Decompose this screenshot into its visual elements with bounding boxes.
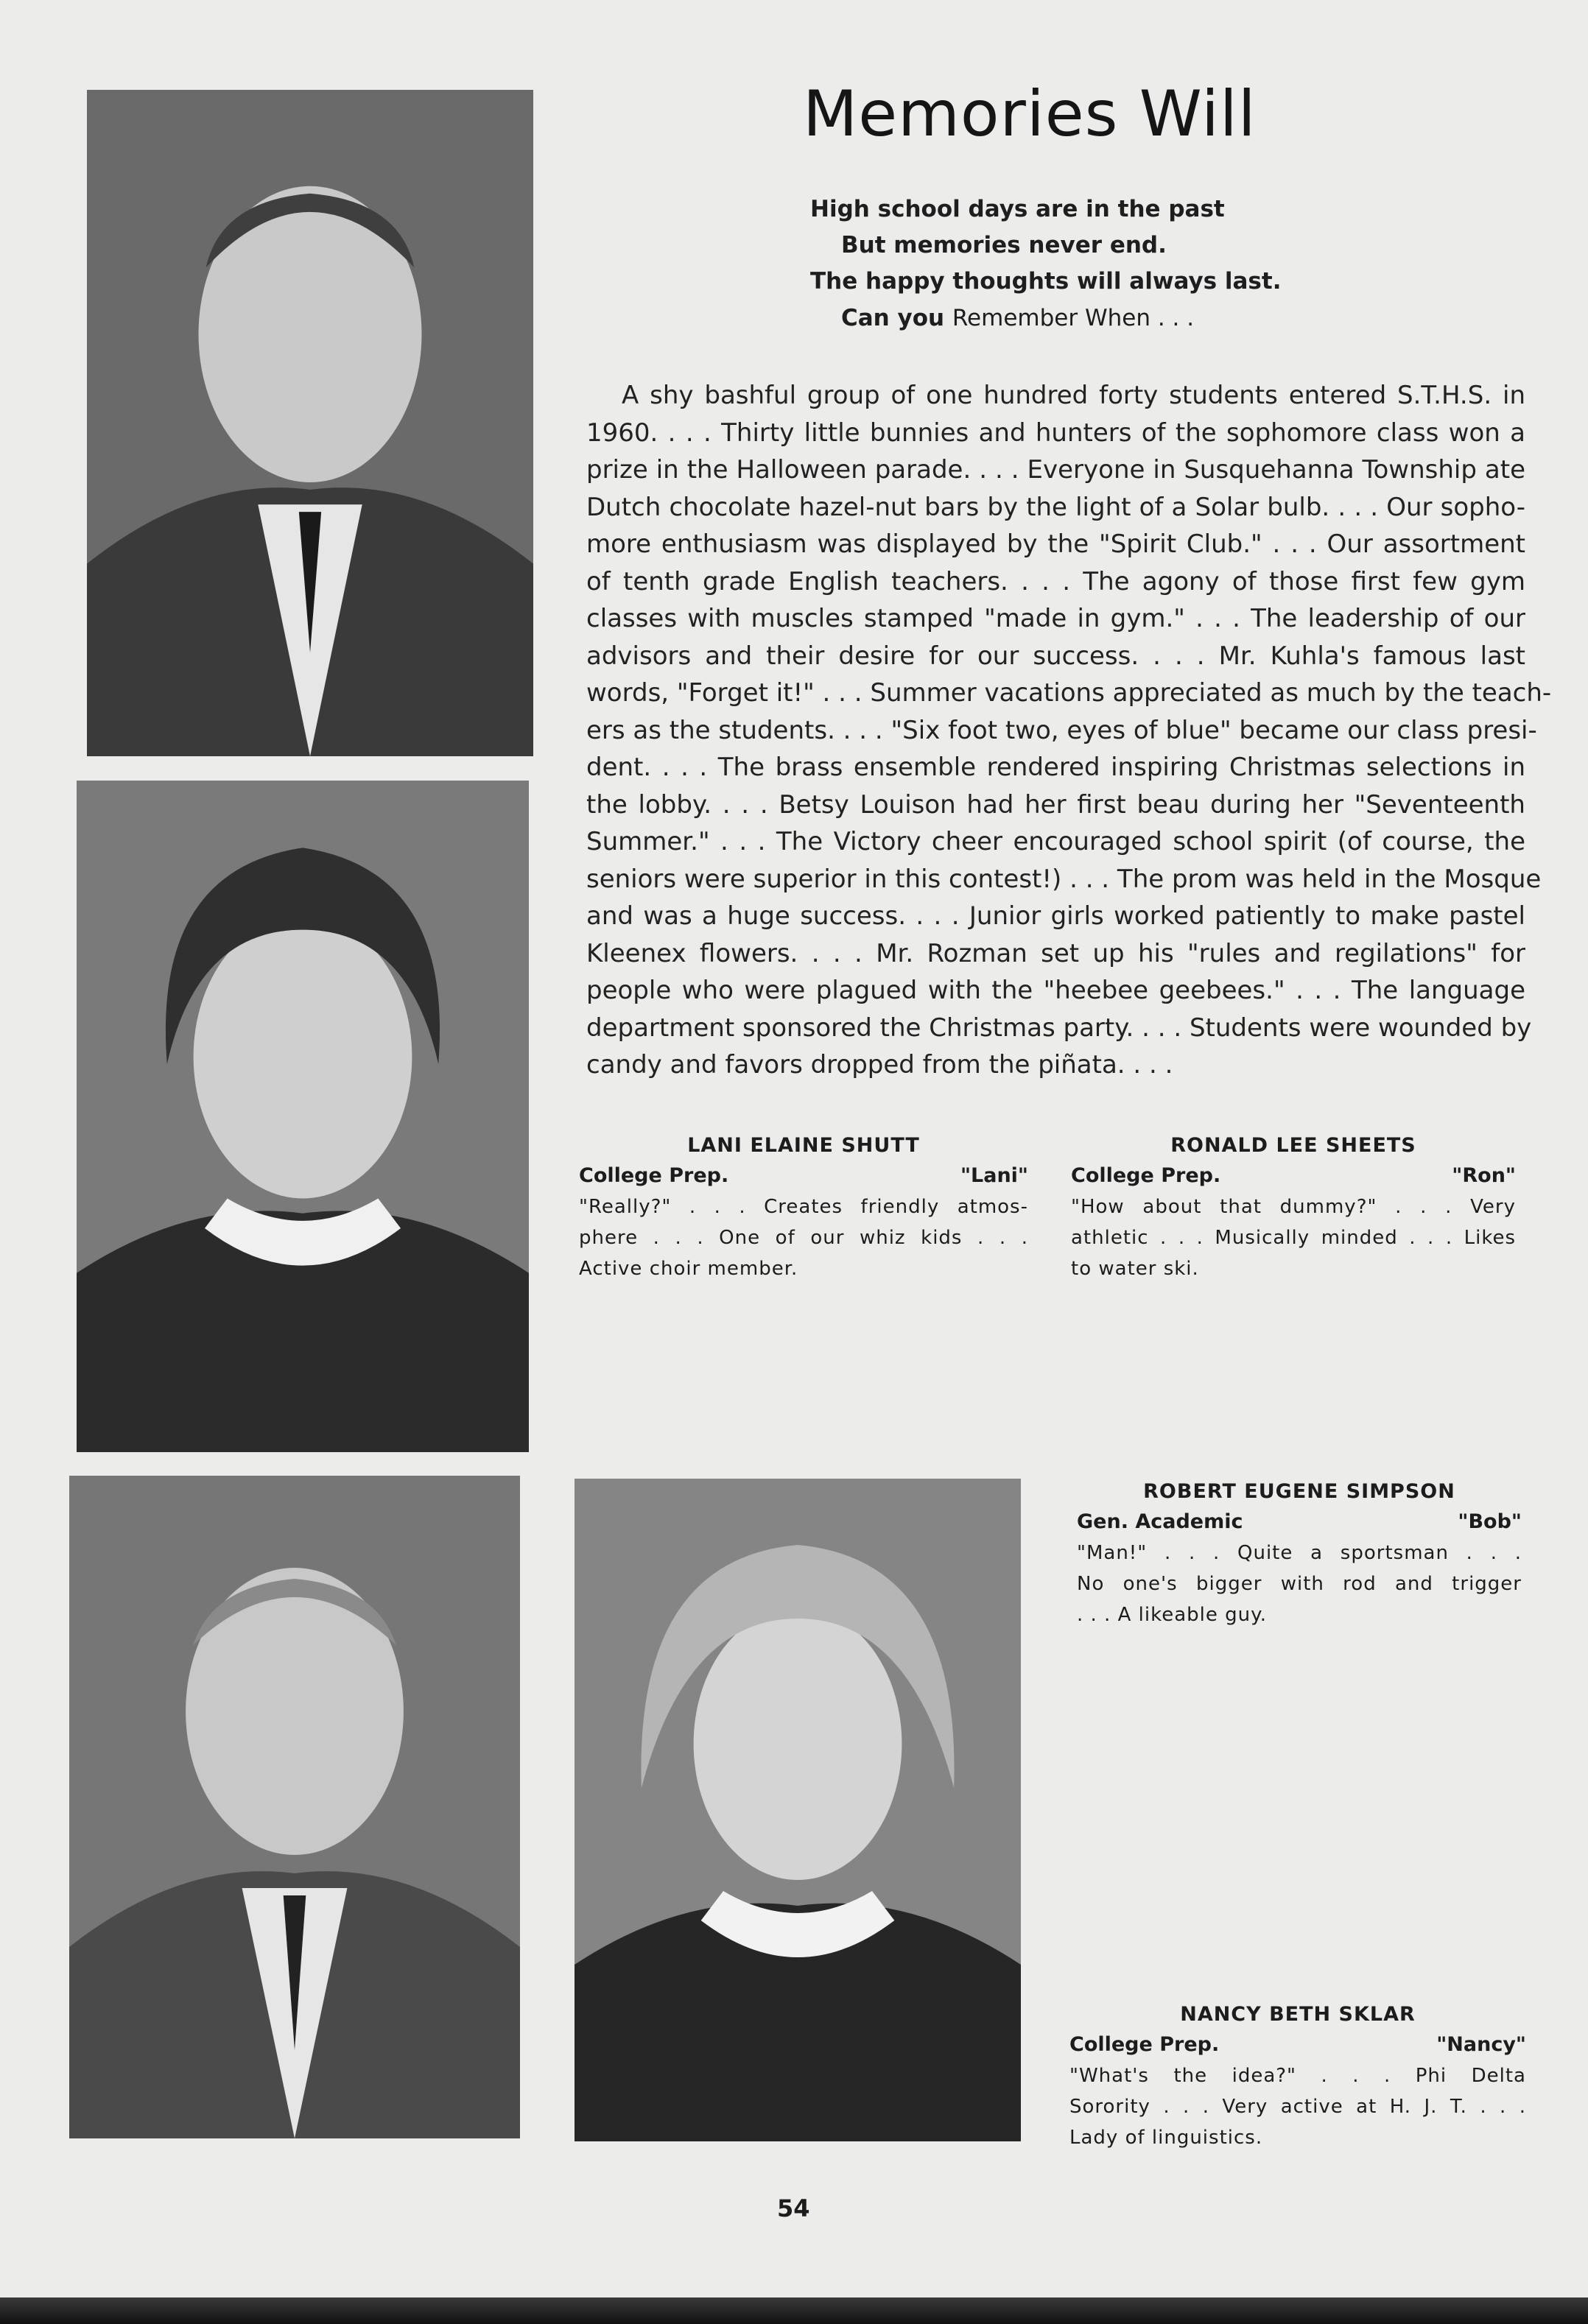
senior-description-line: phere . . . One of our whiz kids . . . <box>579 1227 1028 1249</box>
portrait-photo-male-1 <box>87 90 533 756</box>
body-line: advisors and their desire for our success. . . . Mr. Kuhla's famous last <box>586 641 1525 671</box>
portrait-photo-female-1 <box>77 781 529 1452</box>
senior-name: RONALD LEE SHEETS <box>1170 1134 1416 1157</box>
body-line: words, "Forget it!" . . . Summer vacations appreciated as much by the teach- <box>586 678 1552 708</box>
senior-description-line: Active choir member. <box>579 1258 798 1280</box>
senior-description-line: . . . A likeable guy. <box>1077 1604 1268 1626</box>
body-line: department sponsored the Christmas party. . . . Students were wounded by <box>586 1013 1532 1043</box>
senior-description <box>1071 1191 1516 1284</box>
poem-line-4 <box>841 305 1194 331</box>
body-line: candy and favors dropped from the piñata. . . . <box>586 1050 1173 1080</box>
senior-description-line: Lady of linguistics. <box>1069 2127 1263 2149</box>
senior-description <box>1077 1538 1522 1630</box>
senior-course: College Prep. <box>1071 1164 1221 1187</box>
senior-course: College Prep. <box>579 1164 729 1187</box>
body-line: prize in the Halloween parade. . . . Everyone in Susquehanna Township ate <box>586 455 1525 485</box>
body-line: 1960. . . . Thirty little bunnies and hunters of the sophomore class won a <box>586 418 1525 448</box>
senior-description-line: to water ski. <box>1071 1258 1199 1280</box>
body-line: dent. . . . The brass ensemble rendered inspiring Christmas selections in <box>586 753 1525 782</box>
page-number: 54 <box>777 2194 810 2222</box>
body-line: classes with muscles stamped "made in gym." . . . The leadership of our <box>586 604 1525 633</box>
senior-bio-ronald-sheets <box>1071 1134 1516 1284</box>
body-line: seniors were superior in this contest!) . . . The prom was held in the Mosque <box>586 864 1542 894</box>
senior-nickname: "Bob" <box>1458 1510 1522 1533</box>
portrait-photo-female-2 <box>575 1479 1021 2141</box>
senior-name: NANCY BETH SKLAR <box>1180 2003 1416 2026</box>
senior-nickname: "Nancy" <box>1436 2033 1526 2056</box>
senior-course: Gen. Academic <box>1077 1510 1243 1533</box>
portrait-photo-male-2 <box>69 1476 520 2138</box>
body-line: Dutch chocolate hazel-nut bars by the light of a Solar bulb. . . . Our sopho- <box>586 492 1525 522</box>
body-paragraph <box>586 377 1552 1084</box>
poem-line-2: But memories never end. <box>841 232 1167 258</box>
senior-name: ROBERT EUGENE SIMPSON <box>1143 1480 1455 1503</box>
senior-bio-nancy-sklar <box>1069 2003 1526 2153</box>
body-line: of tenth grade English teachers. . . . The agony of those first few gym <box>586 566 1525 596</box>
senior-description <box>1069 2060 1526 2153</box>
body-line: the lobby. . . . Betsy Louison had her first beau during her "Seventeenth <box>586 789 1525 820</box>
senior-nickname: "Ron" <box>1452 1164 1516 1187</box>
senior-description-line: No one's bigger with rod and trigger <box>1077 1573 1522 1595</box>
poem-line-1: High school days are in the past <box>810 196 1225 222</box>
senior-description-line: "Really?" . . . Creates friendly atmos- <box>579 1196 1028 1218</box>
senior-description <box>579 1191 1028 1284</box>
senior-description-line: athletic . . . Musically minded . . . Likes <box>1071 1227 1516 1249</box>
poem-line-3: The happy thoughts will always last. <box>810 268 1282 295</box>
poem-line-4-lead: Can you <box>841 305 945 331</box>
body-line: people who were plagued with the "heebee geebees." . . . The language <box>586 976 1525 1005</box>
body-line: A shy bashful group of one hundred forty students entered S.T.H.S. in <box>622 381 1525 410</box>
scan-edge-bar <box>0 2297 1588 2324</box>
page-title: Memories Will <box>803 77 1257 151</box>
senior-description-line: "How about that dummy?" . . . Very <box>1071 1196 1516 1218</box>
body-line: Summer." . . . The Victory cheer encouraged school spirit (of course, the <box>586 827 1525 856</box>
senior-bio-robert-simpson <box>1077 1480 1522 1630</box>
senior-bio-lani-shutt <box>579 1134 1028 1284</box>
body-line: Kleenex flowers. . . . Mr. Rozman set up his "rules and regilations" for <box>586 938 1525 968</box>
body-line: more enthusiasm was displayed by the "Spirit Club." . . . Our assortment <box>586 529 1525 559</box>
senior-description-line: Sorority . . . Very active at H. J. T. . . . <box>1069 2096 1526 2118</box>
poem-line-4-tail: Remember When . . . <box>952 305 1195 331</box>
body-line: ers as the students. . . . "Six foot two, eyes of blue" became our class presi- <box>586 715 1537 745</box>
body-line: and was a huge success. . . . Junior girls worked patiently to make pastel <box>586 901 1525 931</box>
senior-name: LANI ELAINE SHUTT <box>687 1134 920 1157</box>
senior-course: College Prep. <box>1069 2033 1220 2056</box>
senior-description-line: "What's the idea?" . . . Phi Delta <box>1069 2065 1526 2087</box>
senior-nickname: "Lani" <box>960 1164 1028 1187</box>
senior-description-line: "Man!" . . . Quite a sportsman . . . <box>1077 1542 1522 1564</box>
